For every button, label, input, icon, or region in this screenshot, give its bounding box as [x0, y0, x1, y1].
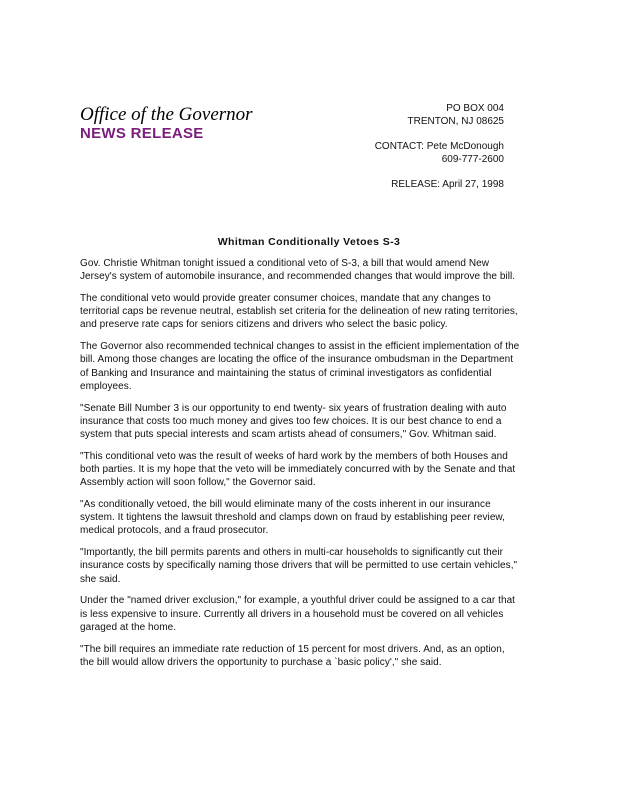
article-body: [80, 257, 520, 678]
contact-phone: 609-777-2600: [441, 154, 504, 165]
paragraph: "Senate Bill Number 3 is our opportunity to end twenty- six years of frustration dealing with auto insurance that costs too much money and gives too few choices. It is our best chance to end a system that puts special interests and scam artists ahead of consumers," Gov. Whitman said.: [80, 402, 507, 441]
paragraph: Under the "named driver exclusion," for example, a youthful driver could be assigned to a car that is less expensive to insure. Currently all drivers in a household must be covered on all vehicles garaged at the home.: [80, 595, 516, 633]
paragraph: Gov. Christie Whitman tonight issued a conditional veto of S-3, a bill that would amend New Jersey's system of automobile insurance, and recommended changes that would improve the bill.: [80, 258, 516, 283]
release-type: NEWS RELEASE: [80, 125, 204, 142]
office-title: Office of the Governor: [80, 104, 253, 125]
paragraph: The Governor also recommended technical changes to assist in the efficient implementation of the bill. Among those changes are locating the office of the insurance ombudsman in the Department of Banking and Insurance and maintaining the status of criminal investigators as confidential employees.: [80, 341, 520, 392]
paragraph: The conditional veto would provide greater consumer choices, mandate that any changes to territorial caps be revenue neutral, establish set criteria for the delineation of new rating territories, and preserve rate caps for seniors citizens and drivers who select the basic policy.: [80, 293, 518, 331]
paragraph: "This conditional veto was the result of weeks of hard work by the members of both Houses and both parties. It is my hope that the veto will be immediately concurred with by the Senate and that Assembly action will soon follow," the Governor said.: [80, 450, 516, 489]
paragraph: "As conditionally vetoed, the bill would eliminate many of the costs inherent in our insurance system. It tightens the lawsuit threshold and clamps down on fraud by establishing peer review, medical protocols, and a fraud prosecutor.: [80, 499, 505, 537]
paragraph: "The bill requires an immediate rate reduction of 15 percent for most drivers. And, as an option, the bill would allow drivers the opportunity to purchase a `basic policy'," she said.: [80, 643, 505, 668]
address-line-1: PO BOX 004: [446, 103, 504, 114]
paragraph: "Importantly, the bill permits parents and others in multi-car households to significantly cut their insurance costs by specifically naming those drivers that will be permitted to use certain vehicles," she said.: [80, 547, 518, 585]
contact-name: CONTACT: Pete McDonough: [374, 141, 504, 152]
contact-block: [375, 102, 504, 191]
address-line-2: TRENTON, NJ 08625: [407, 116, 504, 127]
headline: Whitman Conditionally Vetoes S-3: [217, 236, 401, 248]
release-date: RELEASE: April 27, 1998: [391, 179, 504, 190]
